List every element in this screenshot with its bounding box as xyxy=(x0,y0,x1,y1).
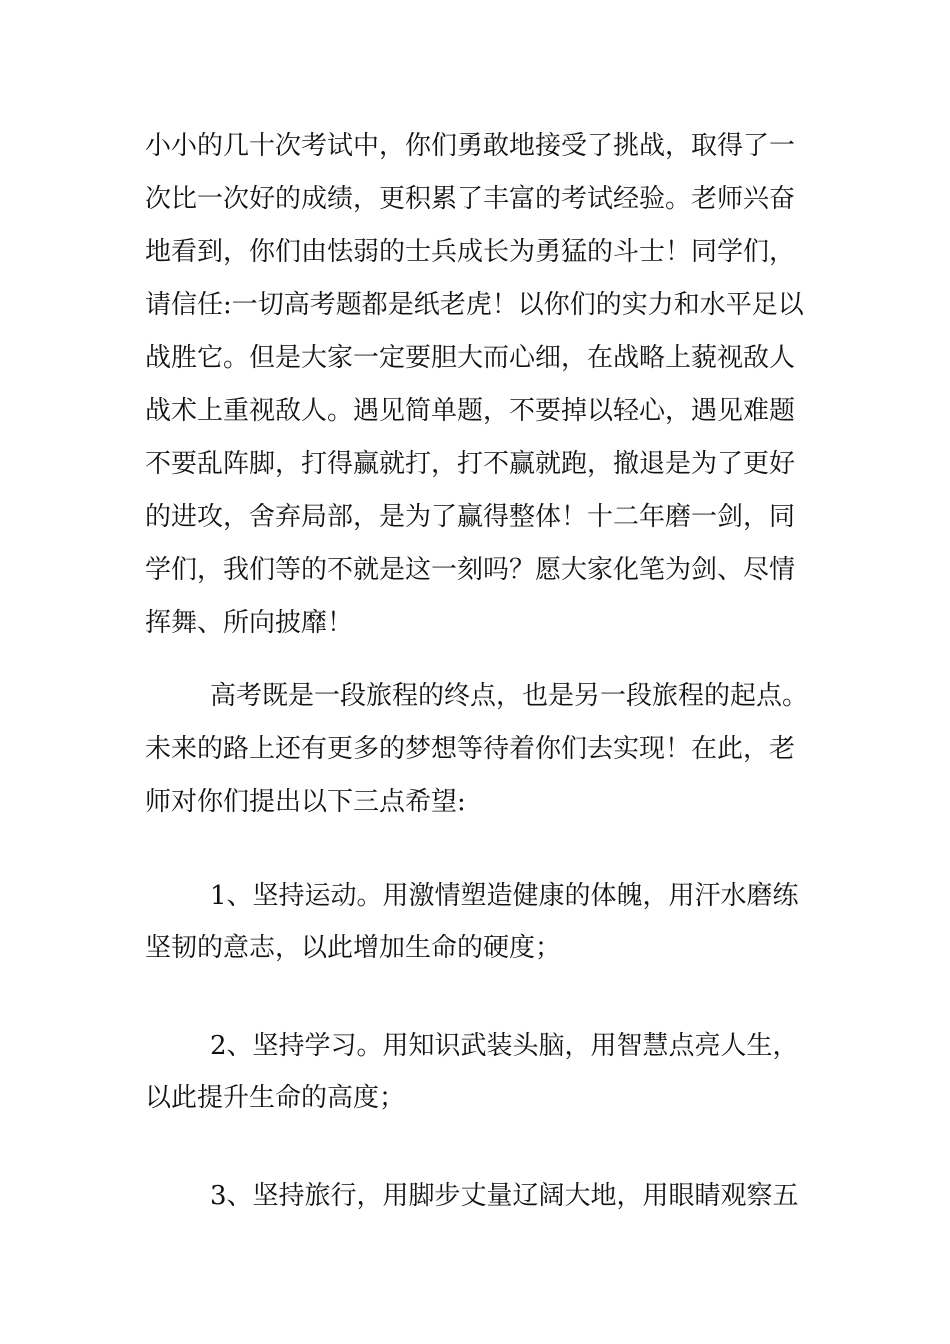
paragraph-1-line-4: 请信任:一切高考题都是纸老虎！以你们的实力和水平足以 xyxy=(145,290,804,320)
paragraph-3-line-1: 1、坚持运动。用激情塑造健康的体魄，用汗水磨练 xyxy=(210,881,799,911)
paragraph-2-line-1: 高考既是一段旅程的终点，也是另一段旅程的起点。 xyxy=(210,681,809,711)
paragraph-1-line-3: 地看到，你们由怯弱的士兵成长为勇猛的斗士！同学们， xyxy=(145,237,796,267)
paragraph-1-line-2: 次比一次好的成绩，更积累了丰富的考试经验。老师兴奋 xyxy=(145,184,796,214)
paragraph-5-line-1: 3、坚持旅行，用脚步丈量辽阔大地，用眼睛观察五 xyxy=(210,1181,799,1211)
paragraph-4-line-2: 以此提升生命的高度； xyxy=(145,1083,406,1113)
paragraph-1-line-7: 不要乱阵脚，打得赢就打，打不赢就跑，撤退是为了更好 xyxy=(145,449,796,479)
paragraph-4-line-1: 2、坚持学习。用知识武装头脑，用智慧点亮人生， xyxy=(210,1031,799,1061)
paragraph-2-line-3: 师对你们提出以下三点希望: xyxy=(145,787,466,817)
paragraph-1-line-8: 的进攻，舍弃局部，是为了赢得整体！十二年磨一剑，同 xyxy=(145,502,796,532)
paragraph-1-line-6: 战术上重视敌人。遇见简单题，不要掉以轻心，遇见难题 xyxy=(145,396,796,426)
paragraph-1-line-10: 挥舞、所向披靡！ xyxy=(145,608,354,638)
paragraph-2-line-2: 未来的路上还有更多的梦想等待着你们去实现！在此，老 xyxy=(145,734,796,764)
paragraph-1-line-5: 战胜它。但是大家一定要胆大而心细，在战略上藐视敌人 xyxy=(145,343,796,373)
paragraph-1-line-1: 小小的几十次考试中，你们勇敢地接受了挑战，取得了一 xyxy=(145,131,796,161)
paragraph-1-line-9: 学们，我们等的不就是这一刻吗？愿大家化笔为剑、尽情 xyxy=(145,555,796,585)
paragraph-3-line-2: 坚韧的意志，以此增加生命的硬度； xyxy=(145,933,562,963)
